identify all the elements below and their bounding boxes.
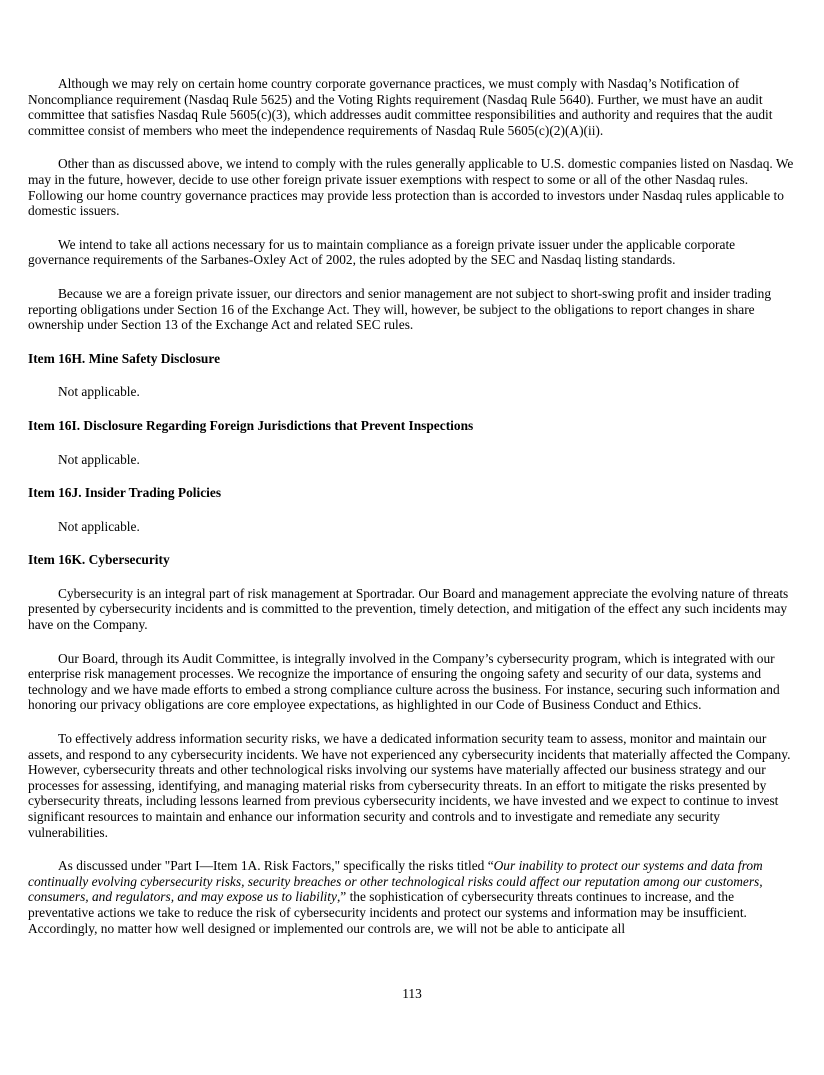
- page-number: 113: [402, 986, 422, 1001]
- heading-item-16j: Item 16J. Insider Trading Policies: [28, 485, 222, 501]
- paragraph-sarbanes-oxley: We intend to take all actions necessary for us to maintain compliance as a foreign private issuer under the applicable corporate governance requirements of the Sarbanes-Oxley Act of 2002, the rules adopted by the SEC and Nasdaq listing standards.: [28, 236, 736, 268]
- paragraph-not-applicable-16j: Not applicable.: [58, 518, 140, 534]
- paragraph-not-applicable-16i: Not applicable.: [58, 451, 140, 467]
- heading-item-16k: Item 16K. Cybersecurity: [28, 552, 170, 568]
- paragraph-cybersecurity-intro: Cybersecurity is an integral part of risk management at Sportradar. Our Board and management appreciate the evolving nature of threats presented by cybersecurity incidents and is committed to the prevention, timely detection, and mitigation of the effect any such incidents may have on the Company.: [28, 585, 789, 633]
- heading-item-16i: Item 16I. Disclosure Regarding Foreign Jurisdictions that Prevent Inspections: [28, 417, 474, 433]
- risk-factors-lead-text: As discussed under "Part I—Item 1A. Risk Factors," specifically the risks titled “: [58, 858, 494, 874]
- paragraph-risk-factors-reference: [28, 858, 796, 936]
- paragraph-not-applicable-16h: Not applicable.: [58, 384, 140, 400]
- paragraph-board-audit-committee: Our Board, through its Audit Committee, is integrally involved in the Company’s cybersecurity program, which is integrated with our enterprise risk management processes. We recognize the importance of ensuring the ongoing safety and security of our data, systems and technology and we have made efforts to embed a strong compliance culture across the business. For instance, securing such information and honoring our privacy obligations are core employee expectations, as highlighted in our Code of Business Conduct and Ethics.: [28, 650, 780, 713]
- paragraph-information-security-team: To effectively address information security risks, we have a dedicated information security team to assess, monitor and maintain our assets, and respond to any cybersecurity incidents. We have not experienced any cybersecurity incidents that materially affected the Company. However, cybersecurity threats and other technological risks involving our systems have materially affected our business strategy and our processes for assessing, identifying, and managing material risks from cybersecurity threats. In an effort to mitigate the risks presented by cybersecurity threats, including lessons learned from previous cybersecurity incidents, we have invested and we expect to continue to invest significant resources to maintain and enhance our information security and controls and to investigate and remediate any security vulnerabilities.: [28, 731, 791, 840]
- paragraph-foreign-private-issuer: Because we are a foreign private issuer, our directors and senior management are not subject to short-swing profit and insider trading reporting obligations under Section 16 of the Exchange Act. They will, however, be subject to the obligations to report changes in share ownership under Section 13 of the Exchange Act and related SEC rules.: [28, 285, 772, 333]
- risk-factors-trail-text: ,” the sophistication of cybersecurity threats continues to increase, and the preventative actions we take to reduce the risk of cybersecurity incidents and protect our systems and information may be insufficient. Accordingly, no matter how well designed or implemented our controls are, we will not be able to anticipate all: [28, 889, 747, 936]
- risk-factor-title-italic: Our inability to protect our systems and data from continually evolving cybersecurity risks, security breaches or other technological risks could affect our reputation among our customers, consumers, and regulators, and may expose us to liability: [28, 858, 763, 905]
- page-body: [28, 76, 796, 954]
- paragraph-nasdaq-governance: Although we may rely on certain home country corporate governance practices, we must comply with Nasdaq’s Notification of Noncompliance requirement (Nasdaq Rule 5625) and the Voting Rights requirement (Nasdaq Rule 5640). Further, we must have an audit committee that satisfies Nasdaq Rule 5605(c)(3), which addresses audit committee responsibilities and authority and requires that the audit committee consist of members who meet the independence requirements of Nasdaq Rule 5605(c)(2)(A)(ii).: [28, 76, 773, 138]
- paragraph-domestic-rules: Other than as discussed above, we intend to comply with the rules generally applicable to U.S. domestic companies listed on Nasdaq. We may in the future, however, decide to use other foreign private issuer exemptions with respect to some or all of the other Nasdaq rules. Following our home country governance practices may provide less protection than is accorded to investors under Nasdaq rules applicable to domestic issuers.: [28, 156, 794, 219]
- heading-item-16h: Item 16H. Mine Safety Disclosure: [28, 350, 221, 366]
